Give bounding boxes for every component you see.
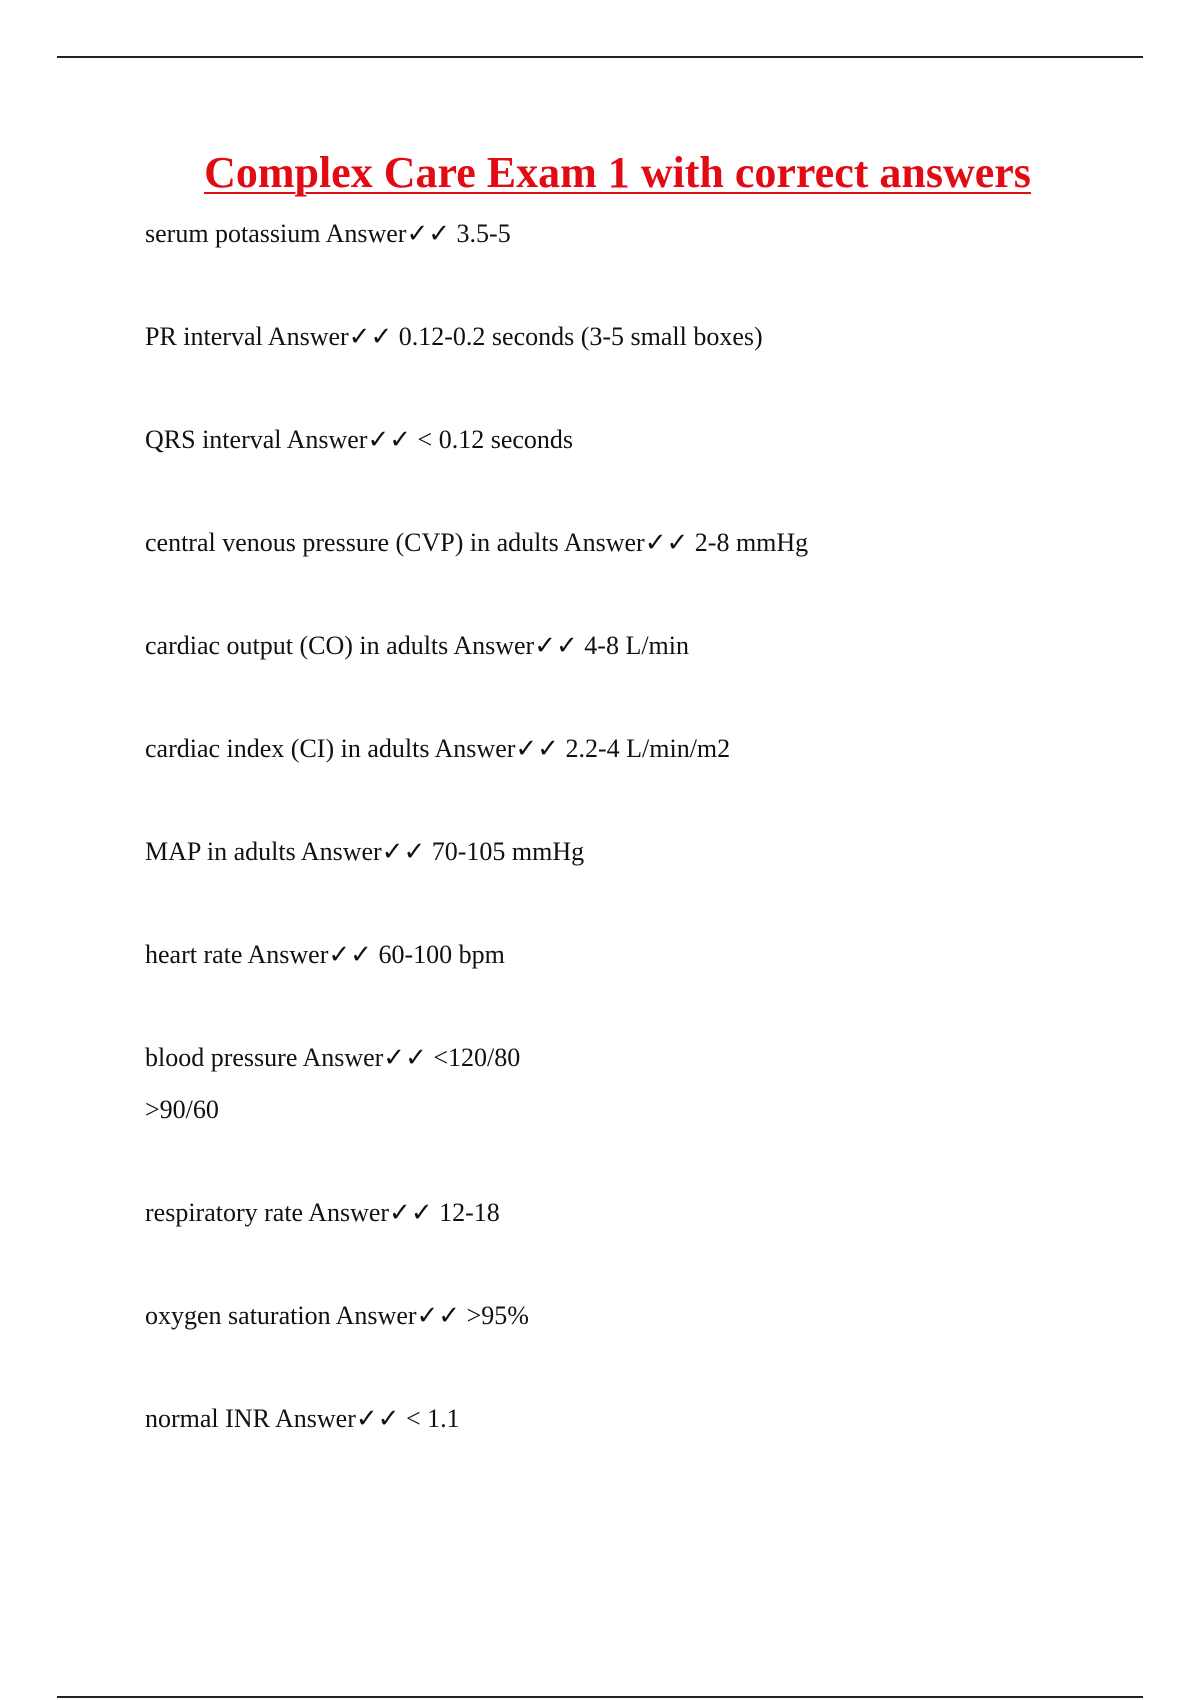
list-item bbox=[145, 1296, 1145, 1336]
qa-line bbox=[145, 420, 1145, 460]
question-text: central venous pressure (CVP) in adults bbox=[145, 528, 559, 557]
answer-marker: Answer✓✓ bbox=[563, 528, 689, 557]
answer-marker: Answer✓✓ bbox=[300, 837, 426, 866]
answer-text: < 1.1 bbox=[405, 1404, 460, 1433]
qa-line bbox=[145, 1193, 1145, 1233]
qa-line bbox=[145, 214, 1145, 254]
qa-line bbox=[145, 317, 1145, 357]
qa-line-continued bbox=[145, 1090, 1145, 1130]
answer-text: < 0.12 seconds bbox=[417, 425, 574, 454]
question-text: blood pressure bbox=[145, 1043, 298, 1072]
answer-text: 0.12-0.2 seconds (3-5 small boxes) bbox=[398, 322, 763, 351]
answer-text: 4-8 L/min bbox=[584, 631, 690, 660]
qa-line bbox=[145, 729, 1145, 769]
question-text: normal INR bbox=[145, 1404, 270, 1433]
top-rule bbox=[57, 56, 1143, 58]
question-text: cardiac index (CI) in adults bbox=[145, 734, 430, 763]
list-item bbox=[145, 1399, 1145, 1439]
qa-line bbox=[145, 832, 1145, 872]
question-text: MAP in adults bbox=[145, 837, 296, 866]
list-item bbox=[145, 1038, 1145, 1130]
question-text: heart rate bbox=[145, 940, 243, 969]
qa-line bbox=[145, 1399, 1145, 1439]
answer-marker: Answer✓✓ bbox=[302, 1043, 427, 1072]
qa-line bbox=[145, 523, 1145, 563]
answer-text: 60-100 bpm bbox=[378, 940, 505, 969]
answer-marker: Answer✓✓ bbox=[275, 1404, 400, 1433]
answer-text: <120/80 bbox=[433, 1043, 521, 1072]
list-item bbox=[145, 935, 1145, 975]
answer-text: 12-18 bbox=[439, 1198, 500, 1227]
qa-list bbox=[145, 214, 1145, 1502]
list-item bbox=[145, 214, 1145, 254]
answer-marker: Answer✓✓ bbox=[267, 322, 393, 351]
answer-text: >95% bbox=[466, 1301, 529, 1330]
qa-line bbox=[145, 1296, 1145, 1336]
answer-marker: Answer✓✓ bbox=[308, 1198, 433, 1227]
answer-marker: Answer✓✓ bbox=[434, 734, 559, 763]
list-item bbox=[145, 729, 1145, 769]
answer-marker: Answer✓✓ bbox=[286, 425, 412, 454]
answer-text-continued: >90/60 bbox=[145, 1095, 219, 1124]
answer-text: 3.5-5 bbox=[456, 219, 511, 248]
bottom-rule bbox=[57, 1696, 1143, 1698]
answer-marker: Answer✓✓ bbox=[335, 1301, 461, 1330]
question-text: respiratory rate bbox=[145, 1198, 304, 1227]
list-item bbox=[145, 832, 1145, 872]
answer-marker: Answer✓✓ bbox=[325, 219, 451, 248]
document-title: Complex Care Exam 1 with correct answers bbox=[204, 148, 1031, 197]
answer-text: 2-8 mmHg bbox=[694, 528, 809, 557]
question-text: PR interval bbox=[145, 322, 263, 351]
question-text: QRS interval bbox=[145, 425, 282, 454]
qa-line bbox=[145, 626, 1145, 666]
list-item bbox=[145, 317, 1145, 357]
question-text: serum potassium bbox=[145, 219, 321, 248]
qa-line bbox=[145, 1038, 1145, 1090]
answer-text: 2.2-4 L/min/m2 bbox=[565, 734, 731, 763]
list-item bbox=[145, 1193, 1145, 1233]
qa-line bbox=[145, 935, 1145, 975]
question-text: oxygen saturation bbox=[145, 1301, 331, 1330]
answer-marker: Answer✓✓ bbox=[247, 940, 372, 969]
list-item bbox=[145, 420, 1145, 460]
answer-text: 70-105 mmHg bbox=[431, 837, 585, 866]
answer-marker: Answer✓✓ bbox=[453, 631, 578, 660]
question-text: cardiac output (CO) in adults bbox=[145, 631, 449, 660]
list-item bbox=[145, 523, 1145, 563]
list-item bbox=[145, 626, 1145, 666]
